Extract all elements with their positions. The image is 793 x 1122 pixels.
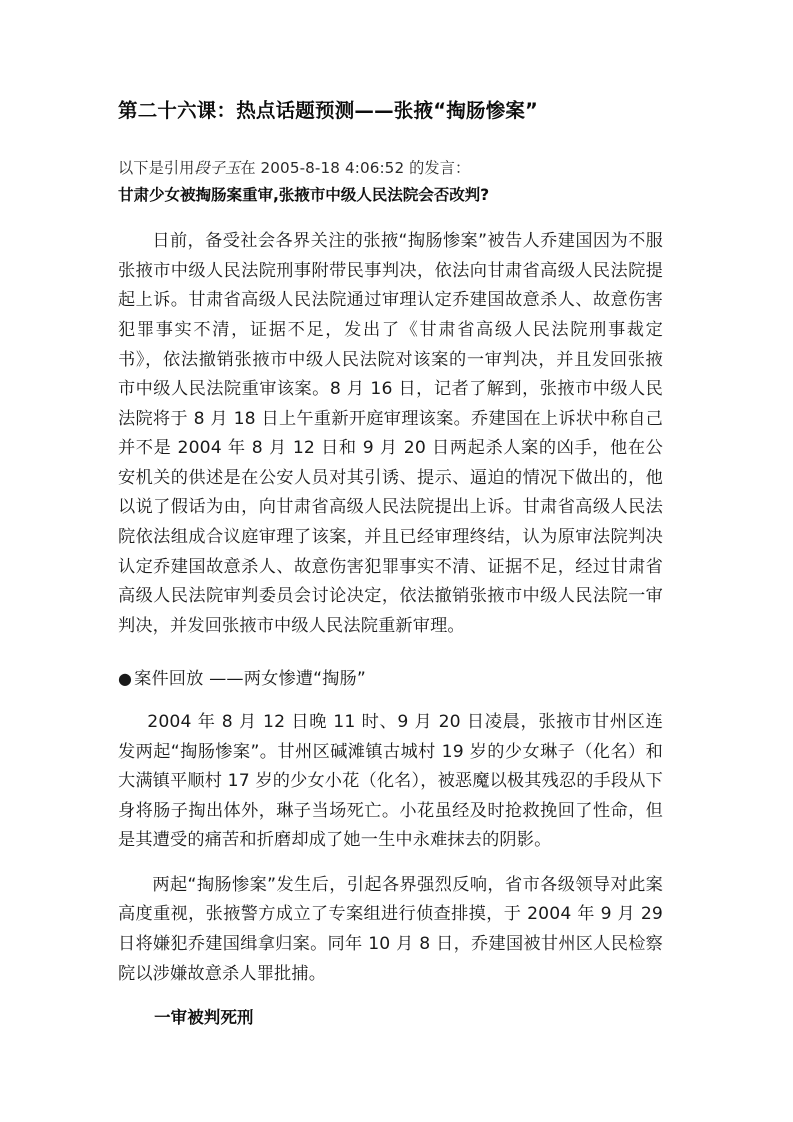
quote-middle-text: 在 bbox=[240, 159, 261, 178]
page-title: 第二十六课：热点话题预测——张掖“掏肠惨案” bbox=[118, 99, 539, 122]
quote-prefix-text: 以下是引用 bbox=[118, 159, 195, 178]
section-heading-case-review bbox=[118, 665, 663, 695]
section-spacer bbox=[118, 656, 663, 665]
subsection-heading-first-trial: 一审被判死刑 bbox=[154, 1008, 254, 1028]
quote-timestamp: 2005-8-18 4:06:52 bbox=[260, 159, 405, 178]
body-paragraph-case-2: 两起“掏肠惨案”发生后，引起各界强烈反响，省市各级领导对此案高度重视，张掖警方成立了专案组进行侦查排摸，于 2004 年 9 月 29 日将嫌犯乔建国缉拿归案。同年 10 月 8 日，乔建国被甘州区人民检察院以涉嫌故意杀人罪批捕。 bbox=[118, 874, 663, 984]
body-paragraph-intro: 日前，备受社会各界关注的张掖“掏肠惨案”被告人乔建国因为不服张掖市中级人民法院刑事附带民事判决，依法向甘肃省高级人民法院提起上诉。甘肃省高级人民法院通过审理认定乔建国故意杀人、故意伤害犯罪事实不清，证据不足，发出了《甘肃省高级人民法院刑事裁定书》，依法撤销张掖市中级人民法院对该案的一审判决，并且发回张掖市中级人民法院重审该案。8 月 16 日，记者了解到，张掖市中级人民法院将于 8 月 18 日上午重新开庭审理该案。乔建国在上诉状中称自己并不是 2004 年 8 月 12 日和 9 月 20 日两起杀人案的凶手，他在公安机关的供述是在公安人员对其引诱、提示、逼迫的情况下做出的，他以说了假话为由，向甘肃省高级人民法院提出上诉。甘肃省高级人民法院依法组成合议庭审理了该案，并且已经审理终结，认为原审法院判决认定乔建国故意杀人、故意伤害犯罪事实不清、证据不足，经过甘肃省高级人民法院审判委员会讨论决定，依法撤销张掖市中级人民法院一审判决，并发回张掖市中级人民法院重新审理。 bbox=[118, 231, 663, 636]
quote-author-name: 段子玉 bbox=[194, 159, 241, 178]
quote-attribution-line bbox=[118, 157, 663, 181]
bullet-icon: ● bbox=[118, 669, 133, 689]
quote-suffix-text: 的发言： bbox=[404, 159, 471, 178]
body-paragraph-case-1: 2004 年 8 月 12 日晚 11 时、9 月 20 日凌晨，张掖市甘州区连发两起“掏肠惨案”。甘州区碱滩镇古城村 19 岁的少女琳子（化名）和大满镇平顺村 17 岁的少女小花（化名），被恶魔以极其残忍的手段从下身将肠子掏出体外，琳子当场死亡。小花虽经及时抢救挽回了性命，但是其遭受的痛苦和折磨却成了她一生中永难抹去的阴影。 bbox=[118, 711, 663, 851]
quote-headline: 甘肃少女被掏肠案重审,张掖市中级人民法院会否改判? bbox=[118, 185, 490, 204]
section-heading-label: 案件回放 ——两女惨遭“掏肠” bbox=[134, 669, 366, 690]
